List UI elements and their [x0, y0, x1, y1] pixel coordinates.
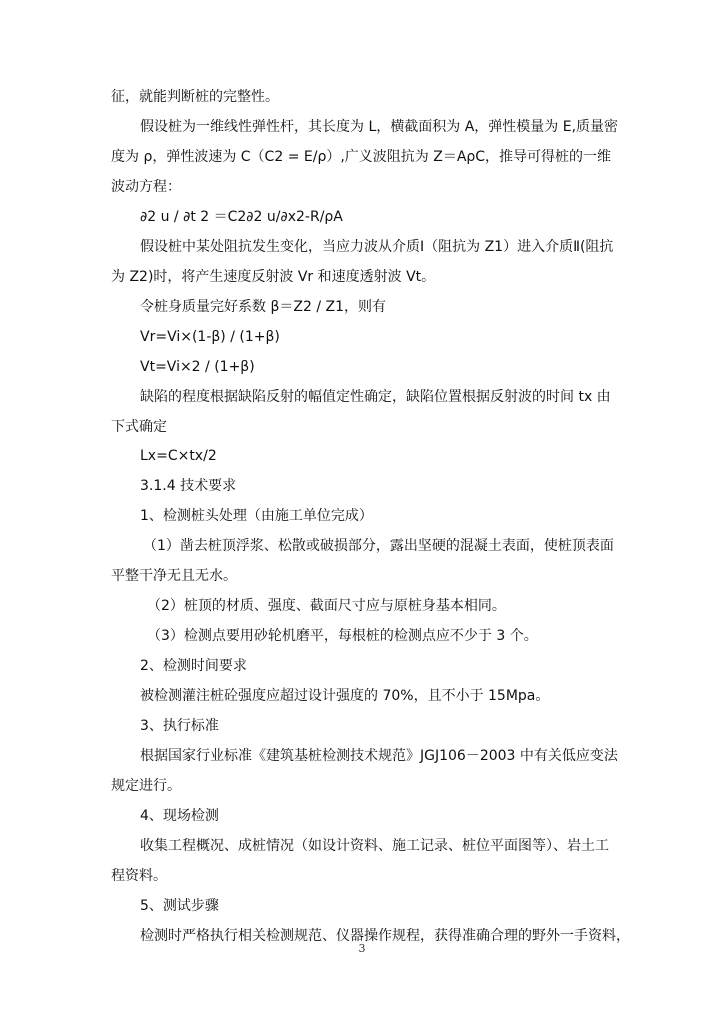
page-number: 3 [358, 942, 366, 955]
subsection-heading: 4、现场检测 [140, 808, 219, 824]
subsection-heading: 5、测试步骤 [140, 898, 219, 914]
equation-line: Vr=Vi×(1-β) / (1+β) [140, 329, 280, 345]
text-line: 下式确定 [111, 419, 167, 435]
list-item: （3）检测点要用砂轮机磨平，每根桩的检测点应不少于 3 个。 [147, 628, 538, 644]
text-line: 假设桩中某处阻抗发生变化，当应力波从介质Ⅰ（阻抗为 Z1）进入介质Ⅱ(阻抗 [140, 239, 614, 255]
text-line: 收集工程概况、成桩情况（如设计资料、施工记录、桩位平面图等）、岩土工 [140, 838, 609, 854]
text-line: 令桩身质量完好系数 β＝Z2 / Z1，则有 [140, 299, 386, 315]
section-heading: 3.1.4 技术要求 [140, 478, 237, 494]
equation-line: ∂2 u / ∂t 2 ＝C2∂2 u/∂x2-R/ρA [140, 209, 343, 225]
equation-line: Vt=Vi×2 / (1+β) [140, 359, 255, 375]
text-line: 度为 ρ，弹性波速为 C（C2 = E/ρ）,广义波阻抗为 Z＝AρC，推导可得桩的一维 [111, 149, 612, 165]
text-line: 被检测灌注桩砼强度应超过设计强度的 70%，且不小于 15Mpa。 [140, 688, 550, 704]
list-item-continuation: 平整干净无且无水。 [111, 568, 237, 584]
text-line: 程资料。 [111, 868, 167, 884]
text-line: 规定进行。 [111, 778, 181, 794]
text-line: 缺陷的程度根据缺陷反射的幅值定性确定，缺陷位置根据反射波的时间 tx 由 [140, 389, 611, 405]
text-line: 检测时严格执行相关检测规范、仪器操作规程，获得准确合理的野外一手资料， [140, 928, 630, 944]
subsection-heading: 2、检测时间要求 [140, 658, 247, 674]
equation-line: Lx=C×tx/2 [140, 448, 217, 464]
text-line: 征，就能判断桩的完整性。 [111, 89, 279, 105]
list-item: （1）凿去桩顶浮浆、松散或破损部分，露出坚硬的混凝土表面，使桩顶表面 [143, 538, 614, 554]
text-line: 根据国家行业标准《建筑基桩检测技术规范》JGJ106－2003 中有关低应变法 [140, 748, 618, 764]
subsection-heading: 1、检测桩头处理（由施工单位完成） [140, 508, 373, 524]
text-line: 波动方程： [111, 179, 181, 195]
list-item: （2）桩顶的材质、强度、截面尺寸应与原桩身基本相同。 [147, 598, 506, 614]
subsection-heading: 3、执行标准 [140, 718, 219, 734]
text-line: 为 Z2)时，将产生速度反射波 Vr 和速度透射波 Vt。 [111, 269, 436, 285]
text-line: 假设桩为一维线性弹性杆，其长度为 L，横截面积为 A，弹性模量为 E,质量密 [140, 119, 619, 135]
